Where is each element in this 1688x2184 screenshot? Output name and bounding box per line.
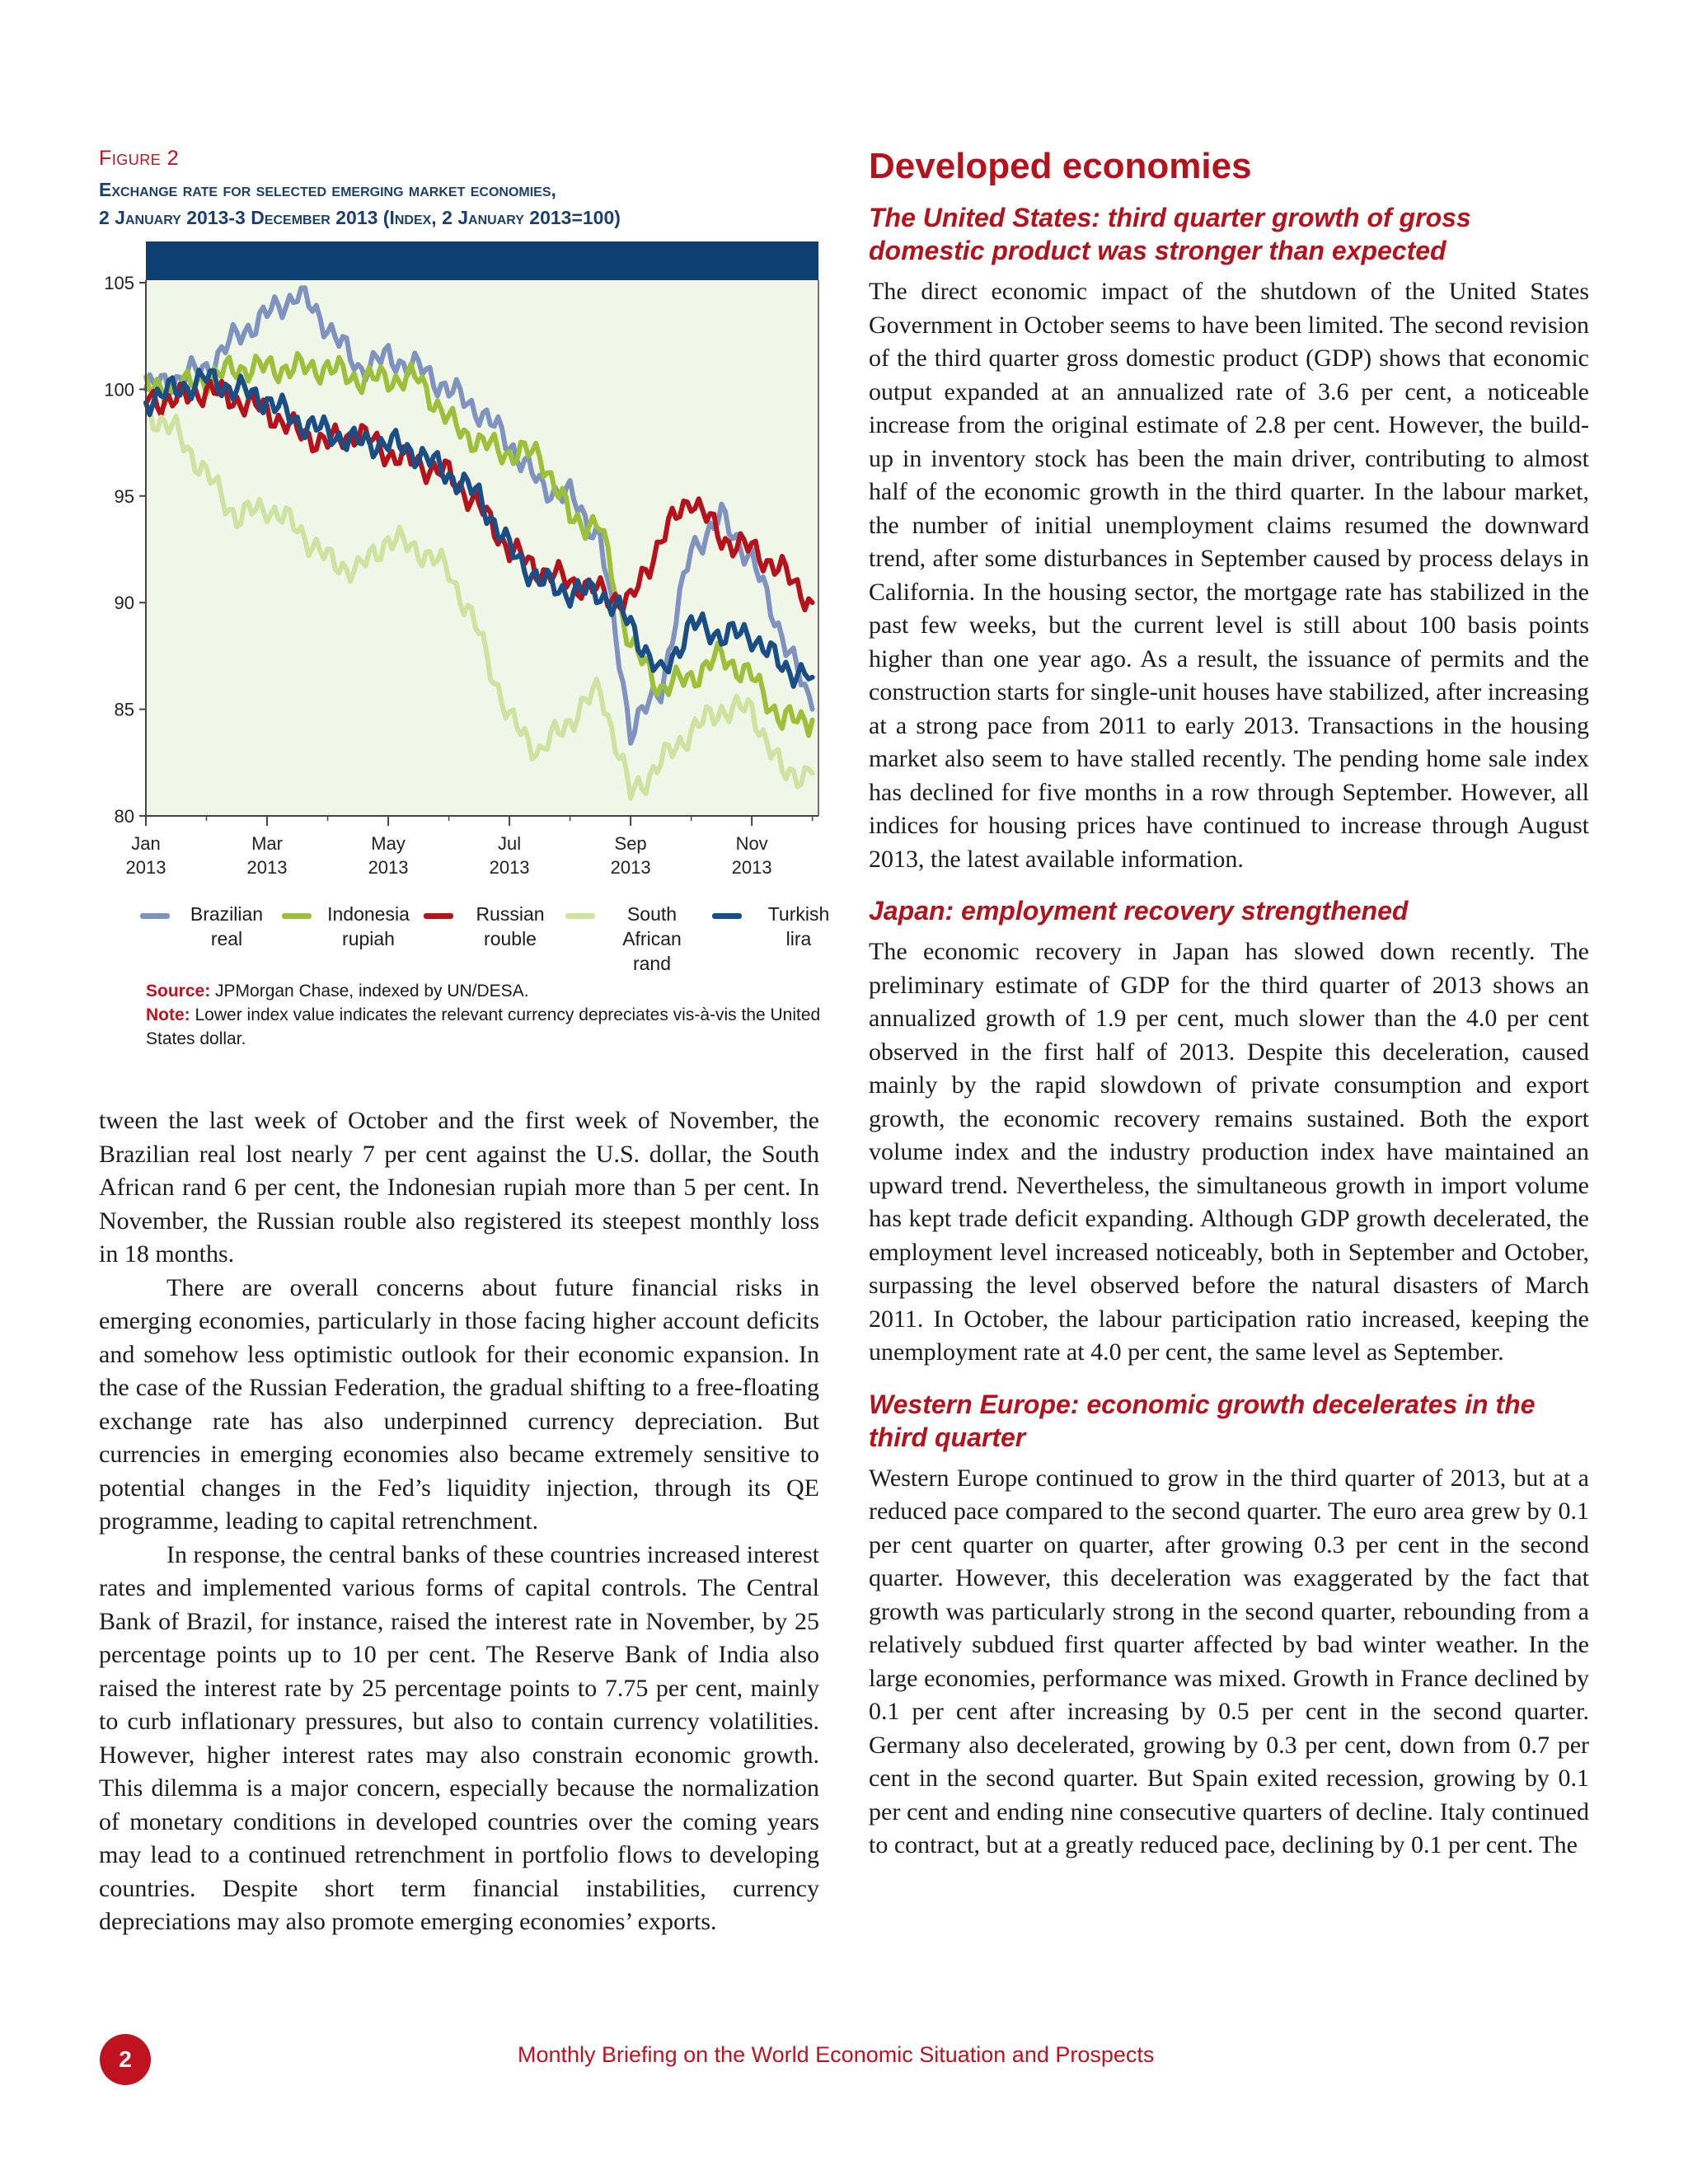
page-number: 2 xyxy=(100,2034,151,2085)
legend-label xyxy=(457,902,564,951)
figure-title-line-1: Exchange rate for selected emerging market economies, xyxy=(99,179,556,200)
source-line xyxy=(146,979,838,1003)
y-tick-label: 95 xyxy=(114,485,134,507)
japan-paragraph: The economic recovery in Japan has slowed down recently. The preliminary estimate of GDP for the third quarter of 2013 shows an annualized growth of 1.9 per cent, much slower than the 4.0 per cent observed in the first half of 2013. Despite this deceleration, caused mainly by the rapid slowdown of private consumption and export growth, the economic recovery remains sustained. Both the export volume index and the industry production index have maintained an upward trend. Nevertheless, the simultaneous growth in import volume has kept trade deficit expanding. Although GDP growth decelerated, the employment level increased noticeably, both in September and October, surpassing the level observed before the natural disasters of March 2011. In October, the labour participation ratio increased, keeping the unemployment rate at 4.0 per cent, the same level as September. xyxy=(869,938,1589,1366)
x-tick-label-year: 2013 xyxy=(489,857,530,878)
legend-swatch xyxy=(282,913,312,919)
us-subheading: The United States: third quarter growth of gross domestic product was stronger than expected xyxy=(869,203,1471,265)
legend-label xyxy=(745,902,852,951)
legend-label-line: rouble xyxy=(484,928,537,949)
y-tick-label: 80 xyxy=(114,806,134,827)
x-tick-label-month: Jan xyxy=(131,833,161,854)
x-tick-label-year: 2013 xyxy=(610,857,651,878)
x-tick-label-month: May xyxy=(371,833,406,854)
legend-swatch xyxy=(424,913,453,919)
legend-label-line: Brazilian xyxy=(190,903,264,925)
figure-source xyxy=(146,979,838,1051)
legend-label-line: South xyxy=(626,903,678,925)
source-label: Source: xyxy=(146,982,211,1001)
legend-label-line: lira xyxy=(785,928,812,949)
legend-label-line: Russian xyxy=(476,903,545,925)
right-column xyxy=(869,142,1589,1863)
legend-swatch xyxy=(712,913,742,919)
legend-label xyxy=(598,902,706,976)
note-line xyxy=(146,1003,838,1051)
legend-label-line: rupiah xyxy=(342,928,395,949)
legend-label-line: rand xyxy=(632,953,672,974)
figure-heading xyxy=(99,147,824,232)
exchange-rate-chart xyxy=(99,239,841,890)
legend-label-line: real xyxy=(210,928,243,949)
legend-label xyxy=(173,902,280,951)
x-tick-label-month: Jul xyxy=(498,833,522,854)
x-tick-label-year: 2013 xyxy=(125,857,166,878)
left-paragraph-1: tween the last week of October and the first week of November, the Brazilian real lost nearly 7 per cent against the U.S. dollar, the South African rand 6 per cent, the Indonesian rupiah more than 5 per cent. In November, the Russian rouble also registered its steepest monthly loss in 18 months. xyxy=(99,1107,819,1268)
footer-title: Monthly Briefing on the World Economic Situation and Prospects xyxy=(518,2042,1155,2067)
left-paragraph-2: There are overall concerns about future financial risks in emerging economies, particularly in those facing higher account deficits and somehow less optimistic outlook for their economic expansion. In the case of the Russian Federation, the gradual shifting to a free-floating exchange rate has also underpinned currency depreciation. But currencies in emerging economies also became extremely sensitive to potential changes in the Fed’s liquidity injection, through its QE programme, leading to capital retrenchment. xyxy=(99,1273,819,1535)
western-europe-subheading: Western Europe: economic growth decelerates in the third quarter xyxy=(869,1389,1536,1452)
legend-label-line: Indonesia xyxy=(327,903,410,925)
y-tick-label: 85 xyxy=(114,699,134,720)
legend-label-line: Turkish xyxy=(767,903,830,925)
us-paragraph: The direct economic impact of the shutdown of the United States Government in October seems to have been limited. The second revision of the third quarter gross domestic product (GDP) shows that economic output expanded at an annualized rate of 3.6 per cent, a noticeable increase from the original estimate of 2.8 per cent. However, the build-up in inventory stock has been the main driver, contributing to almost half of the economic growth in the third quarter. In the labour market, the number of initial unemployment claims resumed the downward trend, after some disturbances in September caused by process delays in California. In the housing sector, the mortgage rate has stabilized in the past few weeks, but the current level is still about 100 basis points higher than one year ago. As a result, the issuance of permits and the construction starts for single-unit houses have stabilized, after increasing at a strong pace from 2011 to early 2013. Transactions in the housing market also seem to have stalled recently. The pending home sale index has declined for five months in a row through September. However, all indices for housing prices have continued to increase through August 2013, the latest available information. xyxy=(869,278,1589,873)
japan-subheading: Japan: employment recovery strengthened xyxy=(869,896,1409,926)
note-label: Note: xyxy=(146,1005,190,1024)
legend-swatch xyxy=(140,913,170,919)
chart-header-band xyxy=(146,241,818,280)
x-tick-label-year: 2013 xyxy=(731,857,772,878)
figure-title xyxy=(99,176,824,232)
y-tick-label: 105 xyxy=(104,273,134,293)
note-text: Lower index value indicates the relevant currency depreciates vis-à-vis the United States dollar. xyxy=(146,1005,821,1048)
figure-label: Figure 2 xyxy=(99,147,180,170)
western-europe-paragraph: Western Europe continued to grow in the third quarter of 2013, but at a reduced pace compared to the second quarter. The euro area grew by 0.1 per cent quarter on quarter, after growing 0.3 per cent in the second quarter. However, this deceleration was exaggerated by the fact that growth was particularly strong in the second quarter, rebounding from a relatively subdued first quarter affected by bad winter weather. In the large economies, performance was mixed. Growth in France declined by 0.1 per cent after increasing by 0.5 per cent in the second quarter. Germany also decelerated, growing by 0.3 per cent, down from 0.7 per cent in the second quarter. But Spain exited recession, growing by 0.1 per cent and ending nine consecutive quarters of decline. Italy continued to contract, but at a greatly reduced pace, declining by 0.1 per cent. The xyxy=(869,1464,1589,1858)
y-tick-label: 100 xyxy=(104,379,134,401)
source-text: JPMorgan Chase, indexed by UN/DESA. xyxy=(210,982,529,1001)
x-tick-label-year: 2013 xyxy=(368,857,409,878)
left-paragraph-3: In response, the central banks of these countries increased interest rates and implemented various forms of capital controls. The Central Bank of Brazil, for instance, raised the interest rate in November, by 25 percentage points up to 10 per cent. The Reserve Bank of India also raised the interest rate by 25 percentage points to 7.75 per cent, mainly to curb inflationary pressures, but also to contain currency volatilities. However, higher interest rates may also constrain economic growth. This dilemma is a major concern, especially because the normalization of monetary conditions in developed countries over the coming years may lead to a continued retrenchment in portfolio flows to developing countries. Despite short term financial instabilities, currency depreciations may also promote emerging economies’ exports. xyxy=(99,1540,819,1935)
x-tick-label-month: Mar xyxy=(251,833,283,854)
y-tick-label: 90 xyxy=(114,593,134,614)
legend-swatch xyxy=(565,913,595,919)
chart-legend xyxy=(140,902,832,976)
plot-area xyxy=(146,280,818,816)
legend-label xyxy=(315,902,422,951)
legend-label-line: African xyxy=(622,928,682,949)
x-tick-label-year: 2013 xyxy=(246,857,288,878)
x-tick-label-month: Nov xyxy=(735,833,768,854)
section-heading: Developed economies xyxy=(869,146,1252,186)
figure-title-line-2: 2 January 2013-3 December 2013 (Index, 2 January 2013=100) xyxy=(99,207,621,228)
x-tick-label-month: Sep xyxy=(614,833,647,854)
left-column xyxy=(99,1104,819,1939)
